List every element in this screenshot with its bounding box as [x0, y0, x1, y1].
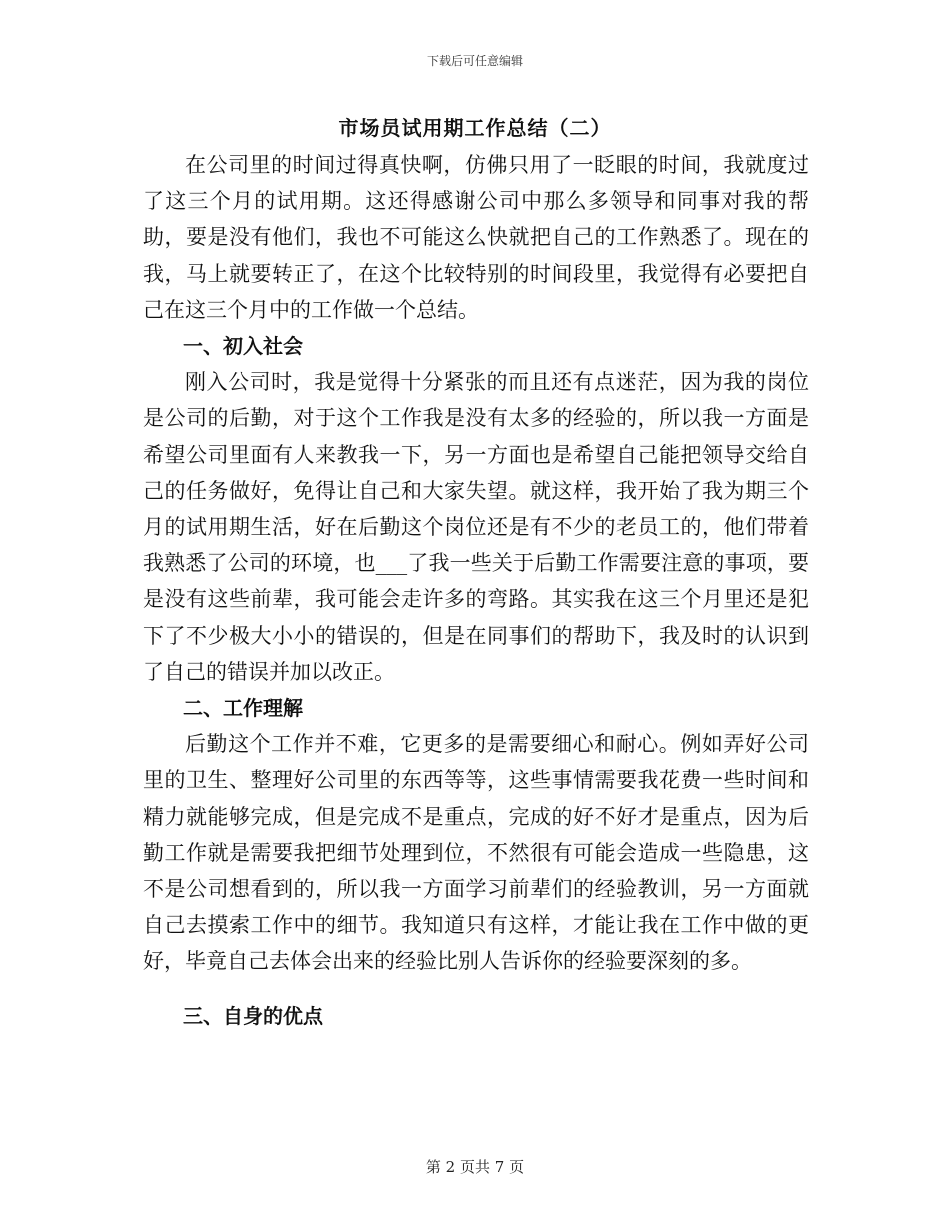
page-footer: 第 2 页共 7 页	[425, 1158, 525, 1176]
header-note: 下载后可任意编辑	[426, 54, 523, 68]
section-heading-1: 一、初入社会	[183, 334, 303, 359]
intro-paragraph: 在公司里的时间过得真快啊，仿佛只用了一眨眼的时间，我就度过了这三个月的试用期。这还得感谢公司中那么多领导和同事对我的帮助，要是没有他们，我也不可能这么快就把自己的工作熟悉了。现在的我，马上就要转正了，在这个比较特别的时间段里，我觉得有必要把自己在这三个月中的工作做一个总结。	[143, 153, 809, 322]
section-heading-3: 三、自身的优点	[183, 1003, 323, 1028]
section-heading-2: 二、工作理解	[183, 696, 303, 721]
document-title: 市场员试用期工作总结（二）	[338, 116, 612, 140]
document-body	[143, 147, 809, 1034]
section-body-1: 刚入公司时，我是觉得十分紧张的而且还有点迷茫，因为我的岗位是公司的后勤，对于这个工作我是没有太多的经验的，所以我一方面是希望公司里面有人来教我一下，另一方面也是希望自己能把领导交给自己的任务做好，免得让自己和大家失望。就这样，我开始了我为期三个月的试用期生活，好在后勤这个岗位还是有不少的老员工的，他们带着我熟悉了公司的环境，也___了我一些关于后勤工作需要注意的事项，要是没有这些前辈，我可能会走许多的弯路。其实我在这三个月里还是犯下了不少极大小小的错误的，但是在同事们的帮助下，我及时的认识到了自己的错误并加以改正。	[143, 370, 809, 684]
section-body-2: 后勤这个工作并不难，它更多的是需要细心和耐心。例如弄好公司里的卫生、整理好公司里的东西等等，这些事情需要我花费一些时间和精力就能够完成，但是完成不是重点，完成的好不好才是重点，因为后勤工作就是需要我把细节处理到位，不然很有可能会造成一些隐患，这不是公司想看到的，所以我一方面学习前辈们的经验教训，另一方面就自己去摸索工作中的细节。我知道只有这样，才能让我在工作中做的更好，毕竟自己去体会出来的经验比别人告诉你的经验要深刻的多。	[143, 732, 809, 974]
